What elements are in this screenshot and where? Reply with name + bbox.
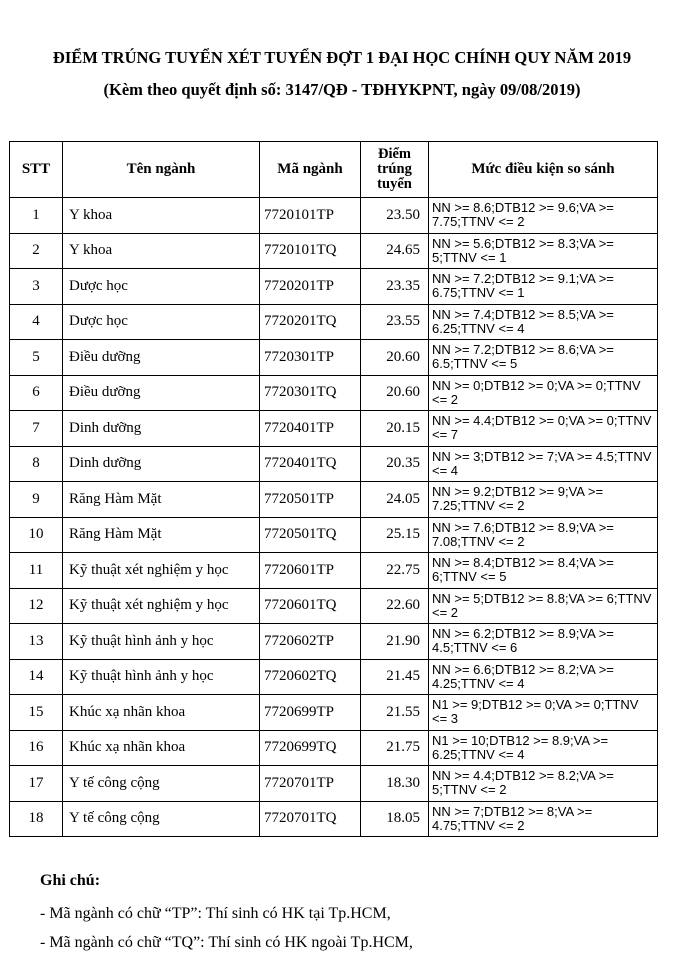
cell-ma-nganh: 7720101TQ [260,233,361,269]
cell-ten-nganh: Răng Hàm Mặt [63,482,260,518]
cell-stt: 7 [10,411,63,447]
table-row [10,517,658,553]
cell-ten-nganh: Điều dưỡng [63,340,260,376]
cell-ten-nganh: Kỹ thuật xét nghiệm y học [63,553,260,589]
cell-diem: 22.60 [361,588,429,624]
notes-heading: Ghi chú: [40,872,101,889]
cell-diem: 25.15 [361,517,429,553]
header-muc-dieu-kien: Mức điều kiện so sánh [429,142,658,198]
cell-ten-nganh: Dinh dưỡng [63,446,260,482]
cell-ma-nganh: 7720401TQ [260,446,361,482]
cell-dieu-kien: NN >= 9.2;DTB12 >= 9;VA >= 7.25;TTNV <= 2 [429,482,658,518]
cell-diem: 21.75 [361,730,429,766]
cell-ten-nganh: Y tế công cộng [63,766,260,802]
table-row [10,659,658,695]
cell-dieu-kien: NN >= 5.6;DTB12 >= 8.3;VA >= 5;TTNV <= 1 [429,233,658,269]
cell-dieu-kien: NN >= 8.6;DTB12 >= 9.6;VA >= 7.75;TTNV <= 2 [429,198,658,234]
cell-ma-nganh: 7720602TQ [260,659,361,695]
table-row [10,730,658,766]
cell-dieu-kien: NN >= 3;DTB12 >= 7;VA >= 4.5;TTNV <= 4 [429,446,658,482]
cell-dieu-kien: NN >= 7.6;DTB12 >= 8.9;VA >= 7.08;TTNV <= 2 [429,517,658,553]
document-subtitle: (Kèm theo quyết định số: 3147/QĐ - TĐHYKPNT, ngày 09/08/2019) [103,80,581,99]
cell-ten-nganh: Khúc xạ nhãn khoa [63,730,260,766]
cell-dieu-kien: NN >= 8.4;DTB12 >= 8.4;VA >= 6;TTNV <= 5 [429,553,658,589]
cell-diem: 23.50 [361,198,429,234]
cell-ma-nganh: 7720701TP [260,766,361,802]
document-title: ĐIỂM TRÚNG TUYỂN XÉT TUYỂN ĐỢT 1 ĐẠI HỌC CHÍNH QUY NĂM 2019 [52,48,632,67]
cell-ten-nganh: Y khoa [63,198,260,234]
cell-dieu-kien: NN >= 7.2;DTB12 >= 9.1;VA >= 6.75;TTNV <= 1 [429,269,658,305]
cell-stt: 11 [10,553,63,589]
table-header-row [10,142,658,198]
cell-stt: 3 [10,269,63,305]
table-row [10,553,658,589]
cell-stt: 12 [10,588,63,624]
cell-ten-nganh: Kỹ thuật hình ảnh y học [63,624,260,660]
cell-stt: 6 [10,375,63,411]
cell-ten-nganh: Điều dưỡng [63,375,260,411]
note-tq: - Mã ngành có chữ “TQ”: Thí sinh có HK ngoài Tp.HCM, [40,934,413,951]
cell-stt: 1 [10,198,63,234]
cell-dieu-kien: NN >= 0;DTB12 >= 0;VA >= 0;TTNV <= 2 [429,375,658,411]
cell-diem: 20.60 [361,340,429,376]
table-row [10,375,658,411]
cell-diem: 21.90 [361,624,429,660]
cell-stt: 9 [10,482,63,518]
cell-stt: 17 [10,766,63,802]
cell-diem: 21.45 [361,659,429,695]
cell-diem: 24.05 [361,482,429,518]
cell-dieu-kien: NN >= 4.4;DTB12 >= 8.2;VA >= 5;TTNV <= 2 [429,766,658,802]
table-row [10,588,658,624]
cell-stt: 5 [10,340,63,376]
cell-ma-nganh: 7720699TP [260,695,361,731]
cell-dieu-kien: NN >= 7.4;DTB12 >= 8.5;VA >= 6.25;TTNV <= 4 [429,304,658,340]
table-row [10,446,658,482]
cell-ma-nganh: 7720501TQ [260,517,361,553]
cell-ten-nganh: Kỹ thuật xét nghiệm y học [63,588,260,624]
table-row [10,411,658,447]
cell-stt: 16 [10,730,63,766]
cell-diem: 24.65 [361,233,429,269]
cell-ma-nganh: 7720201TQ [260,304,361,340]
admission-scores-table [9,141,658,837]
cell-diem: 21.55 [361,695,429,731]
cell-ten-nganh: Dược học [63,304,260,340]
table-row [10,233,658,269]
cell-stt: 10 [10,517,63,553]
cell-dieu-kien: N1 >= 9;DTB12 >= 0;VA >= 0;TTNV <= 3 [429,695,658,731]
cell-diem: 22.75 [361,553,429,589]
cell-ma-nganh: 7720699TQ [260,730,361,766]
cell-ten-nganh: Y khoa [63,233,260,269]
cell-dieu-kien: N1 >= 10;DTB12 >= 8.9;VA >= 6.25;TTNV <= 4 [429,730,658,766]
table-row [10,695,658,731]
cell-stt: 8 [10,446,63,482]
cell-dieu-kien: NN >= 6.6;DTB12 >= 8.2;VA >= 4.25;TTNV <= 4 [429,659,658,695]
note-tp: - Mã ngành có chữ “TP”: Thí sinh có HK tại Tp.HCM, [40,905,391,922]
cell-diem: 18.05 [361,801,429,837]
cell-ma-nganh: 7720301TQ [260,375,361,411]
table-row [10,801,658,837]
cell-ten-nganh: Dinh dưỡng [63,411,260,447]
cell-ma-nganh: 7720401TP [260,411,361,447]
cell-stt: 15 [10,695,63,731]
table-row [10,624,658,660]
cell-diem: 20.60 [361,375,429,411]
cell-dieu-kien: NN >= 7;DTB12 >= 8;VA >= 4.75;TTNV <= 2 [429,801,658,837]
cell-diem: 23.35 [361,269,429,305]
cell-diem: 18.30 [361,766,429,802]
header-diem-trung-tuyen: Điểm trúng tuyển [361,142,429,198]
table-row [10,340,658,376]
cell-ma-nganh: 7720301TP [260,340,361,376]
cell-ma-nganh: 7720601TP [260,553,361,589]
cell-dieu-kien: NN >= 4.4;DTB12 >= 0;VA >= 0;TTNV <= 7 [429,411,658,447]
header-ma-nganh: Mã ngành [260,142,361,198]
cell-dieu-kien: NN >= 5;DTB12 >= 8.8;VA >= 6;TTNV <= 2 [429,588,658,624]
cell-ma-nganh: 7720501TP [260,482,361,518]
cell-diem: 23.55 [361,304,429,340]
cell-dieu-kien: NN >= 6.2;DTB12 >= 8.9;VA >= 4.5;TTNV <= 6 [429,624,658,660]
cell-diem: 20.15 [361,411,429,447]
header-ten-nganh: Tên ngành [63,142,260,198]
table-row [10,269,658,305]
cell-ten-nganh: Răng Hàm Mặt [63,517,260,553]
table-row [10,766,658,802]
cell-dieu-kien: NN >= 7.2;DTB12 >= 8.6;VA >= 6.5;TTNV <= 5 [429,340,658,376]
cell-stt: 14 [10,659,63,695]
cell-ma-nganh: 7720101TP [260,198,361,234]
cell-stt: 2 [10,233,63,269]
header-stt: STT [10,142,63,198]
table-row [10,304,658,340]
cell-ten-nganh: Y tế công cộng [63,801,260,837]
cell-ma-nganh: 7720602TP [260,624,361,660]
cell-ma-nganh: 7720601TQ [260,588,361,624]
cell-ten-nganh: Kỹ thuật hình ảnh y học [63,659,260,695]
cell-diem: 20.35 [361,446,429,482]
table-body [10,198,658,837]
cell-ten-nganh: Dược học [63,269,260,305]
cell-stt: 13 [10,624,63,660]
table-row [10,482,658,518]
cell-ma-nganh: 7720201TP [260,269,361,305]
cell-stt: 4 [10,304,63,340]
cell-ma-nganh: 7720701TQ [260,801,361,837]
cell-stt: 18 [10,801,63,837]
cell-ten-nganh: Khúc xạ nhãn khoa [63,695,260,731]
table-row [10,198,658,234]
